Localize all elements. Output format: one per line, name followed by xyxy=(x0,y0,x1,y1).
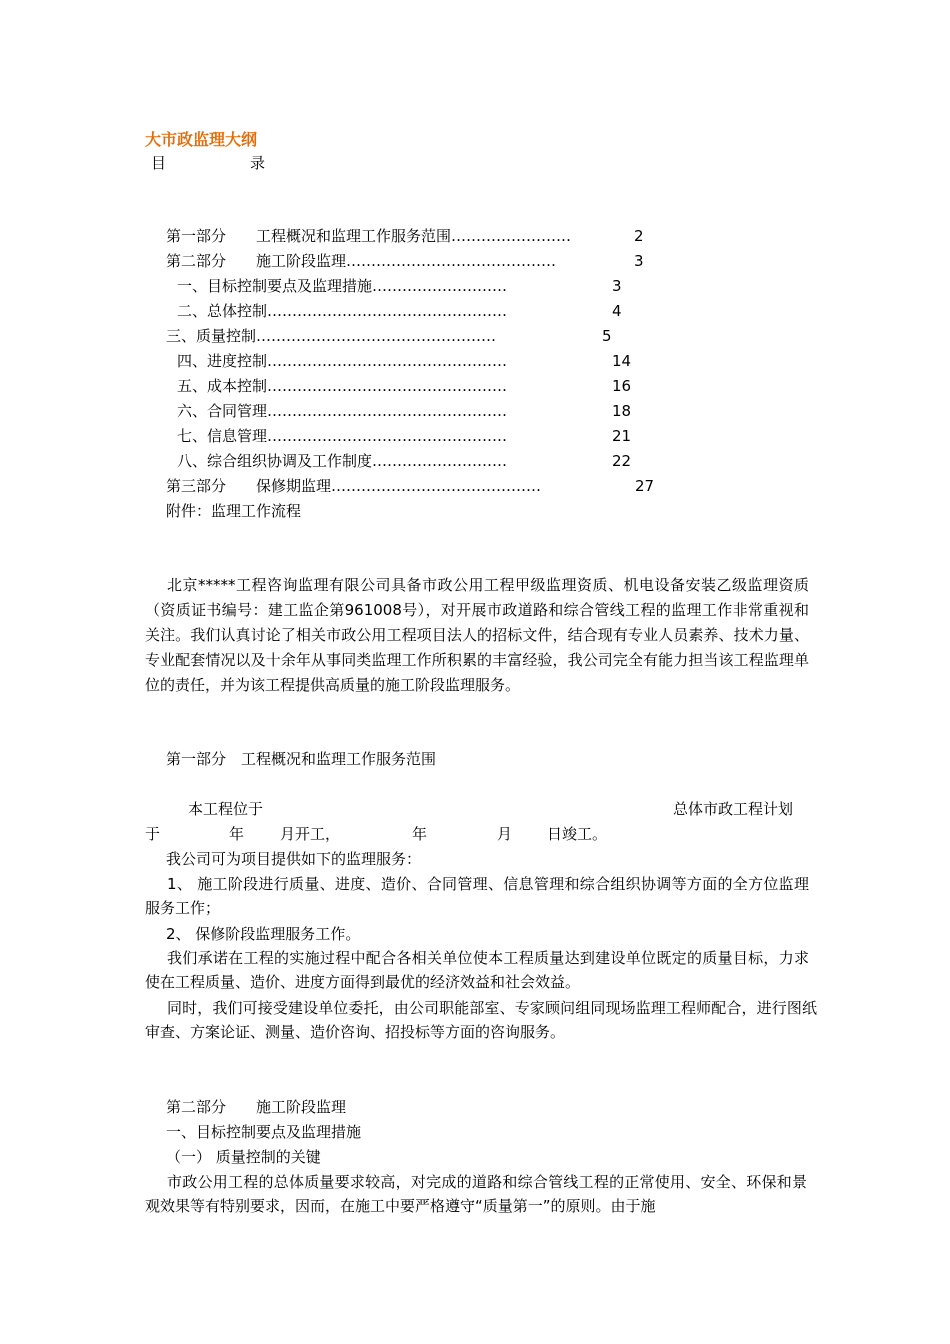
toc-row-page: 3 xyxy=(612,277,622,295)
toc-row xyxy=(177,300,637,322)
service-item-2: 2、 保修阶段监理服务工作。 xyxy=(166,925,361,943)
part2-sub1-1: （一） 质量控制的关键 xyxy=(166,1148,321,1166)
toc-row-label: 二、总体控制………………………………………… xyxy=(177,302,508,320)
toc-row-label: 八、综合组织协调及工作制度……………………… xyxy=(177,452,508,470)
part2-sub1: 一、目标控制要点及监理措施 xyxy=(166,1123,362,1141)
toc-heading-right: 录 xyxy=(250,154,266,172)
location-prefix: 本工程位于 xyxy=(188,800,264,818)
toc-row xyxy=(166,225,656,247)
toc-row-page: 14 xyxy=(612,352,632,370)
schedule-year-end: 年 xyxy=(412,825,428,843)
toc-row-label: 五、成本控制………………………………………… xyxy=(177,377,508,395)
toc-row-page: 18 xyxy=(612,402,632,420)
toc-row-page: 2 xyxy=(634,227,644,245)
schedule-month-end: 月 xyxy=(497,825,513,843)
toc-row-label: 第二部分 施工阶段监理…………………………………… xyxy=(166,252,557,270)
services-intro: 我公司可为项目提供如下的监理服务： xyxy=(166,850,422,868)
toc-heading xyxy=(151,152,265,173)
intro-paragraph: 北京*****工程咨询监理有限公司具备市政公用工程甲级监理资质、机电设备安装乙级监理资质（资质证书编号：建工监企第961008号），对开展市政道路和综合管线工程的监理工作非常重视和关注。我们认真讨论了相关市政公用工程项目法人的招标文件，结合现有专业人员素养、技术力量、专业配套情况以及十余年从事同类监理工作所积累的丰富经验，我公司完全有能力担当该工程监理单位的责任，并为该工程提供高质量的施工阶段监理服务。 xyxy=(145,576,809,694)
toc-row-page: 3 xyxy=(634,252,644,270)
toc-row xyxy=(177,450,647,472)
toc-row-label: 七、信息管理………………………………………… xyxy=(177,427,508,445)
schedule-end: 日竣工。 xyxy=(547,825,608,843)
toc-row xyxy=(177,425,647,447)
location-suffix: 总体市政工程计划 xyxy=(673,800,794,818)
toc-row xyxy=(166,250,656,272)
toc-row-page: 27 xyxy=(635,477,655,495)
toc-row xyxy=(177,275,637,297)
toc-row xyxy=(166,475,666,497)
toc-row-label: 附件：监理工作流程 xyxy=(166,502,302,520)
toc-row-page: 5 xyxy=(602,327,612,345)
toc-row-label: 一、目标控制要点及监理措施……………………… xyxy=(177,277,508,295)
part2-text: 市政公用工程的总体质量要求较高，对完成的道路和综合管线工程的正常使用、安全、环保和景观效果等有特别要求，因而，在施工中要严格遵守“质量第一”的原则。由于施 xyxy=(145,1173,807,1215)
part1-heading: 第一部分 工程概况和监理工作服务范围 xyxy=(166,750,437,768)
toc-row xyxy=(177,375,647,397)
consult-paragraph: 同时，我们可接受建设单位委托，由公司职能部室、专家顾问组同现场监理工程师配合，进行图纸审查、方案论证、测量、造价咨询、招投标等方面的咨询服务。 xyxy=(145,999,817,1041)
toc-row-label: 四、进度控制………………………………………… xyxy=(177,352,508,370)
schedule-yu: 于 xyxy=(145,825,161,843)
document-title: 大市政监理大纲 xyxy=(145,130,258,149)
toc-row-page: 22 xyxy=(612,452,632,470)
toc-row-page: 4 xyxy=(612,302,622,320)
toc-heading-left: 目 xyxy=(151,154,167,172)
schedule-year-start: 年 xyxy=(229,825,245,843)
toc-row-label: 第一部分 工程概况和监理工作服务范围…………………… xyxy=(166,227,572,245)
toc-row-page: 16 xyxy=(612,377,632,395)
toc-row-label: 六、合同管理………………………………………… xyxy=(177,402,508,420)
toc-row xyxy=(177,400,647,422)
toc-row xyxy=(166,325,626,347)
schedule-start: 月开工， xyxy=(280,825,341,843)
toc-row-label: 三、质量控制………………………………………… xyxy=(166,327,497,345)
part2-heading: 第二部分 施工阶段监理 xyxy=(166,1098,347,1116)
promise-paragraph: 我们承诺在工程的实施过程中配合各相关单位使本工程质量达到建设单位既定的质量目标，力求使在工程质量、造价、进度方面得到最优的经济效益和社会效益。 xyxy=(145,949,809,991)
toc-row xyxy=(177,350,647,372)
service-item-1: 1、 施工阶段进行质量、进度、造价、合同管理、信息管理和综合组织协调等方面的全方位监理服务工作； xyxy=(145,875,809,917)
toc-row xyxy=(166,500,466,522)
toc-row-page: 21 xyxy=(612,427,632,445)
toc-row-label: 第三部分 保修期监理…………………………………… xyxy=(166,477,542,495)
